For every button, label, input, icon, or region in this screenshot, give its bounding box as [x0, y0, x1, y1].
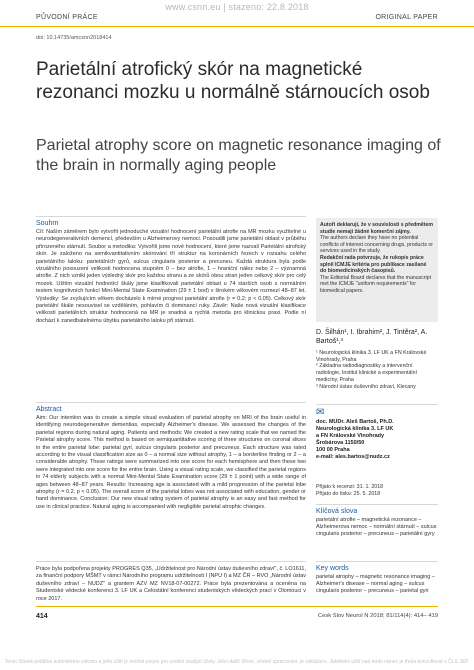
section-label-en: ORIGINAL PAPER	[375, 14, 438, 21]
footer-line	[36, 606, 438, 607]
abstract-heading: Abstract	[36, 406, 62, 413]
corr-name: doc. MUDr. Aleš Bartoš, Ph.D.	[316, 419, 394, 425]
editorial-en: The Editorial Board declares that the manuscript met the ICMJE "uniform requirements" for biomedical papers.	[320, 274, 432, 294]
declaration-en: The authors declare they have no potential conflicts of interest concerning drugs, products or services used in the study.	[320, 235, 434, 255]
date-received: Přijato k recenzi: 31. 1. 2018	[316, 484, 384, 490]
grant-acknowledgement: Práce byla podpořena projekty PROGRES Q35, „Udržitelnost pro Národní ústav duševního zdraví", č. LO1611, za finanční podpory MŠMT v rámci Národního programu udržitelnosti I (NPU I) a MZ ČR – RVO „Národní ústav duševního zdraví – NUDZ" a grantem AZV MZ NV18-07-00272. Práce byla prezentována a oceněna na Studentské vědecké konferenci 3. LF UK a Celostátní konferenci studentských vědeckých prací v Olomouci v roce 2017.	[36, 566, 306, 602]
corr-city: 100 00 Praha	[316, 447, 350, 453]
article-title-cz: Parietální atrofický skór na magnetické rezonanci mozku u normálně stárnoucích osob	[36, 59, 430, 103]
article-title-en: Parietal atrophy score on magnetic resonance imaging of the brain in normally aging people	[36, 137, 441, 174]
doi[interactable]: doi: 10.14735/amcsnn2018414	[36, 35, 112, 41]
keywords-cz: parietální atrofie – magnetická rezonance – Alzheimerova nemoc – normální stárnutí – sulcus cingularis posterior – precuneus – parietální gyry	[316, 517, 437, 538]
authors: D. Šilhán¹, I. Ibrahim², J. Tintěra², A. Bartoš¹,³	[316, 329, 428, 345]
souhrn-text: Cíl: Naším záměrem bylo vytvořit jednoduché vizuální hodnocení parietální atrofie na MR mozku využitelné u neurodegenerativních demencí, především u Alzheimerovy nemoci. Posoudili jsme parietální oblast v průběhu přirozeného stárnutí. Soubor a metodika: Vytvořili jsme nové hodnocení, které jsme nazvali Parietální atrofický skór. Je založeno na semikvantitativním skórování tří struktur na koronárních řezech v rozsahu celého parietálního laloku: parietálních gyrů, sulcus cingularis posterior a precuneu. Každá struktura byla podle vizuálního posouzení velikosti hodnocena stupněm 0 – bez atrofie, 1 – hraniční nález nebo 2 – významná atrofie. Z nich vznikl jeden výsledný skór pro každou stranu a ze skórů obou stran jeden celkový skór pro celý mozek. Užitím vizuální hodnotící škály jsme klasifikovali parietální oblast u 74 starších osob s normálním testem kognitivních funkcí Mini-Mental State Examination (29 ± 1 bod) v širokém věkovém rozmezí 48–87 let. Výsledky: Se zvyšujícím věkem docházelo k mírné progresi parietální atrofie (r = 0,2; p < 0,05). Celkový skór parietální škále nesouvisel se vzděláním, pohlavím či dominancí ruky. Závěr: Naše nová vizuální klasifikace velikosti parietálních struktur hodnocená na MR je snadná a rychlá metoda pro klinickou praxi. Podle ní dochází k zanedbatelnému úbytku parietálního laloku při stárnutí.	[36, 229, 306, 324]
divider	[36, 402, 306, 403]
divider	[36, 216, 306, 217]
affiliation-2: ² Základna radiodiagnostiky a intervenční radiologie, Institut klinické a experimentální medicíny, Praha	[316, 363, 417, 383]
watermark-bottom: Tento článek podléhá autorskému zákonu a jeho užití je možné pouze pro osobní studijní účely. Jeho další šíření, včetně zpracování, je zakázáno. Jakékoliv užití nad tento rámec je třeba konzultovat s ČLS JEP.	[4, 659, 470, 665]
corr-hospital: a FN Královské Vinohrady	[316, 433, 385, 439]
corr-street: Šrobárova 1150/50	[316, 440, 365, 446]
section-label-cz: PŮVODNÍ PRÁCE	[36, 14, 98, 21]
correspondence	[316, 419, 438, 461]
keywords-en: parietal atrophy – magnetic resonance imaging – Alzheimer's disease – normal aging – sulcus cingularis posterior – precuneus – parietal gyri	[316, 574, 435, 595]
affiliations	[316, 350, 438, 390]
divider	[316, 561, 438, 562]
keywords-cz-heading: Klíčová slova	[316, 508, 358, 515]
declaration-cz: Autoři deklarují, že v souvislosti s předmětem studie nemají žádné komerční zájmy.	[320, 222, 434, 235]
declaration-box	[316, 218, 438, 322]
corr-dept: Neurologická klinika 3. LF UK	[316, 426, 394, 432]
corr-email[interactable]: e-mail: ales.bartos@nudz.cz	[316, 454, 390, 460]
keywords-en-heading: Key words	[316, 565, 349, 572]
envelope-icon: ✉	[316, 407, 325, 418]
divider	[316, 504, 438, 505]
page-number: 414	[36, 613, 48, 620]
divider	[316, 404, 438, 405]
journal-citation: Cesk Slov Neurol N 2018; 81/114(4): 414– 419	[317, 613, 438, 619]
affiliation-3: ³ Národní ústav duševního zdraví, Klecany	[316, 383, 416, 390]
date-accepted: Přijato do tisku: 25. 5. 2018	[316, 490, 381, 497]
editorial-cz: Redakční rada potvrzuje, že rukopis práce splnil ICMJE kritéria pro publikace zasílané do biomedicínských časopisů.	[320, 254, 427, 275]
divider	[36, 561, 306, 562]
affiliation-1: ¹ Neurologická klinika 3. LF UK a FN Královské Vinohrady, Praha	[316, 350, 427, 363]
dates	[316, 484, 438, 498]
souhrn-heading: Souhrn	[36, 220, 59, 227]
watermark-top: www.csnn.eu | stazeno: 22.8.2018	[165, 2, 309, 12]
abstract-text: Aim: Our intention was to create a simple visual evaluation of parietal atrophy on MRI of the brain useful in identifying neurodegenerative dementias, especially Alzheimer's disease. We assessed the changes of the parietal regions during natural aging. Patients and methods: We created a new rating scale that we named the Parietal atrophy score. This method is based on semiquantitative scoring of three structures on coronal slices in the entire parietal lobe: parietal gyri, sulcus cingularis posterior and precuneus. Each structure was rated according to the visual classification size as 0 – a normal size without atrophy, 1 – a borderline finding or 2 – a considerable atrophy. These ratings were summarized into one score for each hemisphere and then these two were integrated into one score for the entire brain. Using a visual rating scale, we classified the parietal regions in 74 elderly subjects with a normal Mini-Mental State Examination score (29 ± 1 point) with a wide range of ages between 48–87 years. Results: Increasing age is associated with a mild progression of the parietal lobe atrophy (r = 0.2, p < 0.05). The overall score of the parietal lobes was not associated with education, gender or hand dominance. Conclusion: Our new visual rating system of parietal atrophy is an easy and fast method for use in clinical practice. Natural aging is accompanied with negligible parietal atrophic changes.	[36, 415, 306, 510]
header-bar	[0, 14, 474, 27]
